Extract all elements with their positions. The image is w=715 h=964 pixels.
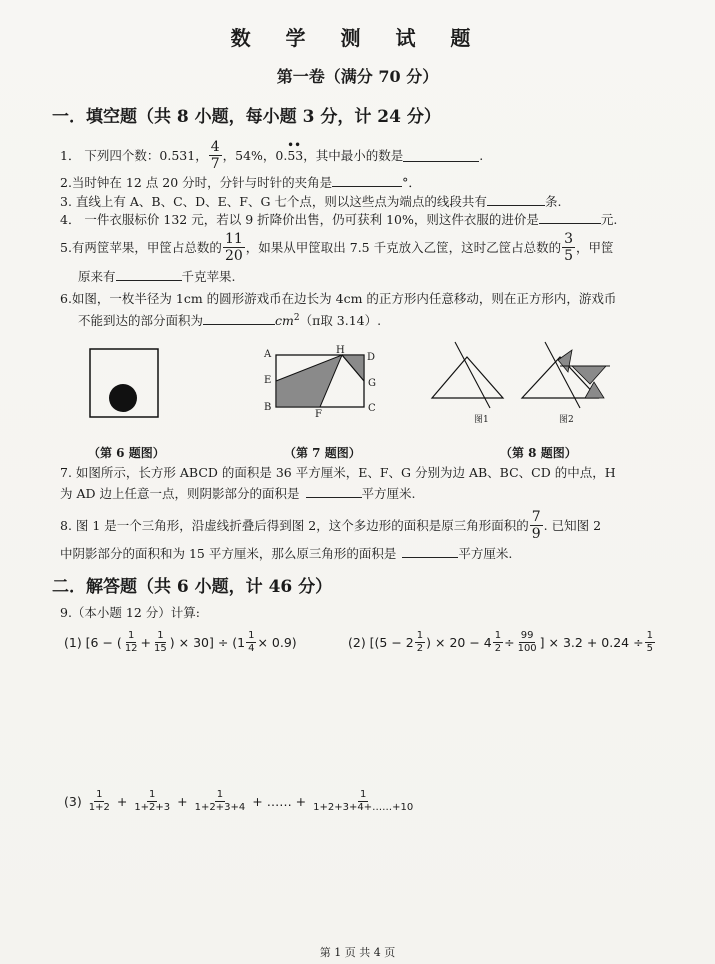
question-6: 6.如图，一枚半径为 1cm 的圆形游戏币在边长为 4cm 的正方形内任意移动，则在正方形内，游戏币 bbox=[60, 291, 617, 306]
fig7-label-a: A bbox=[264, 349, 272, 360]
fig6-caption: （第 6 题图） bbox=[88, 446, 165, 460]
fig7-label-f: F bbox=[315, 409, 322, 420]
q1-repeating: • • 53 bbox=[287, 139, 304, 163]
q7-answer-blank[interactable] bbox=[306, 485, 362, 498]
question-6-line2 bbox=[78, 310, 381, 329]
fig7-label-g: G bbox=[368, 378, 376, 389]
p3-dots: + …… + bbox=[252, 794, 307, 809]
question-3 bbox=[60, 193, 561, 210]
fig7-label-e: E bbox=[264, 375, 272, 386]
q8-line1-b: . 已知图 2 bbox=[543, 517, 602, 533]
q5-answer-blank[interactable] bbox=[116, 268, 182, 281]
p3-frac-4: $\frac{1}{1+2+3+4+\dots\dots+10}$ bbox=[313, 789, 414, 813]
q3-text: 3. 直线上有 A、B、C、D、E、F、G 七个点，则以这些点为端点的线段共有 bbox=[60, 194, 487, 209]
fig7-shade-left bbox=[276, 355, 342, 407]
fig8b-shade-bottom bbox=[585, 382, 604, 398]
fig7-label-b: B bbox=[264, 402, 272, 413]
q1-mid: ，54%，0. bbox=[222, 147, 288, 163]
q4-text: 4． 一件衣服标价 132 元，若以 9 折降价出售，仍可获利 10%，则这件衣服的进价是 bbox=[60, 212, 539, 227]
q1-end: . bbox=[479, 147, 484, 163]
fig8-label-1: 图1 bbox=[474, 415, 489, 425]
q5-text-a: 5.有两筐苹果，甲筐占总数的 bbox=[60, 239, 222, 255]
p1-frac-1: $\frac{1}{12}$ bbox=[124, 630, 138, 654]
fig8-caption: （第 8 题图） bbox=[500, 446, 577, 460]
q4-answer-blank[interactable] bbox=[539, 211, 601, 224]
q7-line2-a: 为 AD 边上任意一点，则阴影部分的面积是 bbox=[60, 486, 300, 501]
problem-9-1 bbox=[64, 631, 297, 654]
q1-prefix: 1． 下列四个数：0.531， bbox=[60, 147, 208, 163]
q5-fraction-1: $\frac{11}{20}$ bbox=[224, 231, 243, 264]
p2-frac-3: $\frac{99}{100}$ bbox=[517, 630, 537, 654]
p3-frac-1: $\frac{1}{1+2}$ bbox=[88, 789, 110, 813]
section2-heading: 二．解答题（共 6 小题，计 46 分） bbox=[52, 577, 333, 597]
p2-part-a: (2) [(5 − 2 bbox=[348, 635, 414, 650]
problem-9-3 bbox=[64, 790, 416, 813]
problem-9-2 bbox=[348, 631, 656, 654]
p3-plus-2: + bbox=[177, 794, 188, 809]
q2-answer-blank[interactable] bbox=[332, 174, 402, 187]
fig7-label-c: C bbox=[368, 403, 376, 414]
q1-fraction: $\frac{4}{7}$ bbox=[210, 139, 220, 172]
q7-line2-b: 平方厘米. bbox=[361, 486, 416, 501]
q6-line2-a: 不能到达的部分面积为 bbox=[78, 313, 204, 329]
p2-frac-4: $\frac{1}{5}$ bbox=[646, 630, 653, 654]
p1-part-a: (1) [6 − ( bbox=[64, 635, 122, 650]
q5-fraction-2: $\frac{3}{5}$ bbox=[564, 231, 574, 264]
page-title: 数 学 测 试 题 bbox=[230, 26, 485, 50]
figures-row bbox=[0, 340, 715, 430]
q5-line2-a: 原来有 bbox=[78, 269, 116, 284]
question-4 bbox=[60, 211, 617, 228]
p3-frac-2: $\frac{1}{1+2+3}$ bbox=[134, 789, 171, 813]
q8-line1-a: 8. 图 1 是一个三角形，沿虚线折叠后得到图 2，这个多边形的面积是原三角形面积的 bbox=[60, 517, 529, 533]
q5-text-c: ，甲筐 bbox=[576, 239, 614, 255]
question-5 bbox=[60, 232, 614, 263]
p3-frac-3: $\frac{1}{1+2+3+4}$ bbox=[194, 789, 246, 813]
q6-answer-blank[interactable] bbox=[203, 312, 275, 325]
p2-frac-1: $\frac{1}{2}$ bbox=[416, 630, 424, 654]
q8-answer-blank[interactable] bbox=[402, 545, 458, 558]
q8-fraction: $\frac{7}{9}$ bbox=[531, 509, 541, 542]
q2-text: 2.当时钟在 12 点 20 分时，分针与时针的夹角是 bbox=[60, 175, 333, 190]
question-1 bbox=[60, 140, 483, 171]
q1-suffix: ，其中最小的数是 bbox=[303, 147, 404, 163]
q5-text-b: ，如果从甲筐取出 7.5 千克放入乙筐，这时乙筐占总数的 bbox=[245, 239, 562, 255]
question-7-line2 bbox=[60, 485, 415, 502]
q5-line2-b: 千克苹果. bbox=[181, 269, 236, 284]
question-8 bbox=[60, 510, 601, 541]
q3-end: 条. bbox=[544, 194, 562, 209]
p2-part-d: ] × 3.2 + 0.24 ÷ bbox=[539, 635, 644, 650]
p2-part-b: ) × 20 − 4 bbox=[426, 635, 492, 650]
q1-answer-blank[interactable] bbox=[403, 149, 479, 162]
fig7-label-d: D bbox=[367, 352, 376, 363]
q6-unit: cm bbox=[275, 313, 294, 329]
fig8a-triangle bbox=[432, 357, 503, 398]
fig6-coin bbox=[109, 384, 137, 412]
p1-part-b: ) × 30] ÷ (1 bbox=[169, 635, 246, 650]
fig8-label-2: 图2 bbox=[559, 415, 574, 425]
fig7-caption: （第 7 题图） bbox=[284, 446, 361, 460]
p1-part-c: × 0.9) bbox=[257, 635, 297, 650]
page-subtitle: 第一卷（满分 70 分） bbox=[276, 67, 439, 86]
p2-frac-2: $\frac{1}{2}$ bbox=[494, 630, 502, 654]
question-8-line2 bbox=[60, 545, 512, 562]
q8-line2-a: 中阴影部分的面积和为 15 平方厘米，那么原三角形的面积是 bbox=[60, 546, 397, 561]
page-footer: 第 1 页 共 4 页 bbox=[319, 946, 396, 959]
p1-plus: + bbox=[140, 635, 152, 650]
p2-part-c: ÷ bbox=[504, 635, 515, 650]
fig8b-shade-top bbox=[558, 350, 572, 372]
q8-line2-b: 平方厘米. bbox=[458, 546, 513, 561]
q2-end: °． bbox=[402, 175, 421, 190]
question-5-line2 bbox=[78, 268, 236, 285]
p1-frac-3: $\frac{1}{4}$ bbox=[248, 630, 255, 654]
fig7-label-h: H bbox=[336, 345, 345, 356]
q4-end: 元. bbox=[600, 212, 618, 227]
question-2 bbox=[60, 174, 421, 191]
p3-plus-1: + bbox=[116, 794, 128, 809]
p1-frac-2: $\frac{1}{15}$ bbox=[154, 630, 167, 654]
section1-heading: 一．填空题（共 8 小题，每小题 3 分，计 24 分） bbox=[52, 107, 441, 127]
q3-answer-blank[interactable] bbox=[487, 193, 545, 206]
question-7: 7. 如图所示，长方形 ABCD 的面积是 36 平方厘米，E、F、G 分别为边 AB、BC、CD 的中点，H bbox=[60, 465, 616, 480]
p3-label: (3) bbox=[64, 794, 82, 809]
q6-unit-sup: 2 bbox=[293, 313, 300, 323]
q6-line2-c: （π取 3.14）. bbox=[299, 313, 382, 329]
question-9-heading: 9.（本小题 12 分）计算: bbox=[60, 605, 200, 620]
